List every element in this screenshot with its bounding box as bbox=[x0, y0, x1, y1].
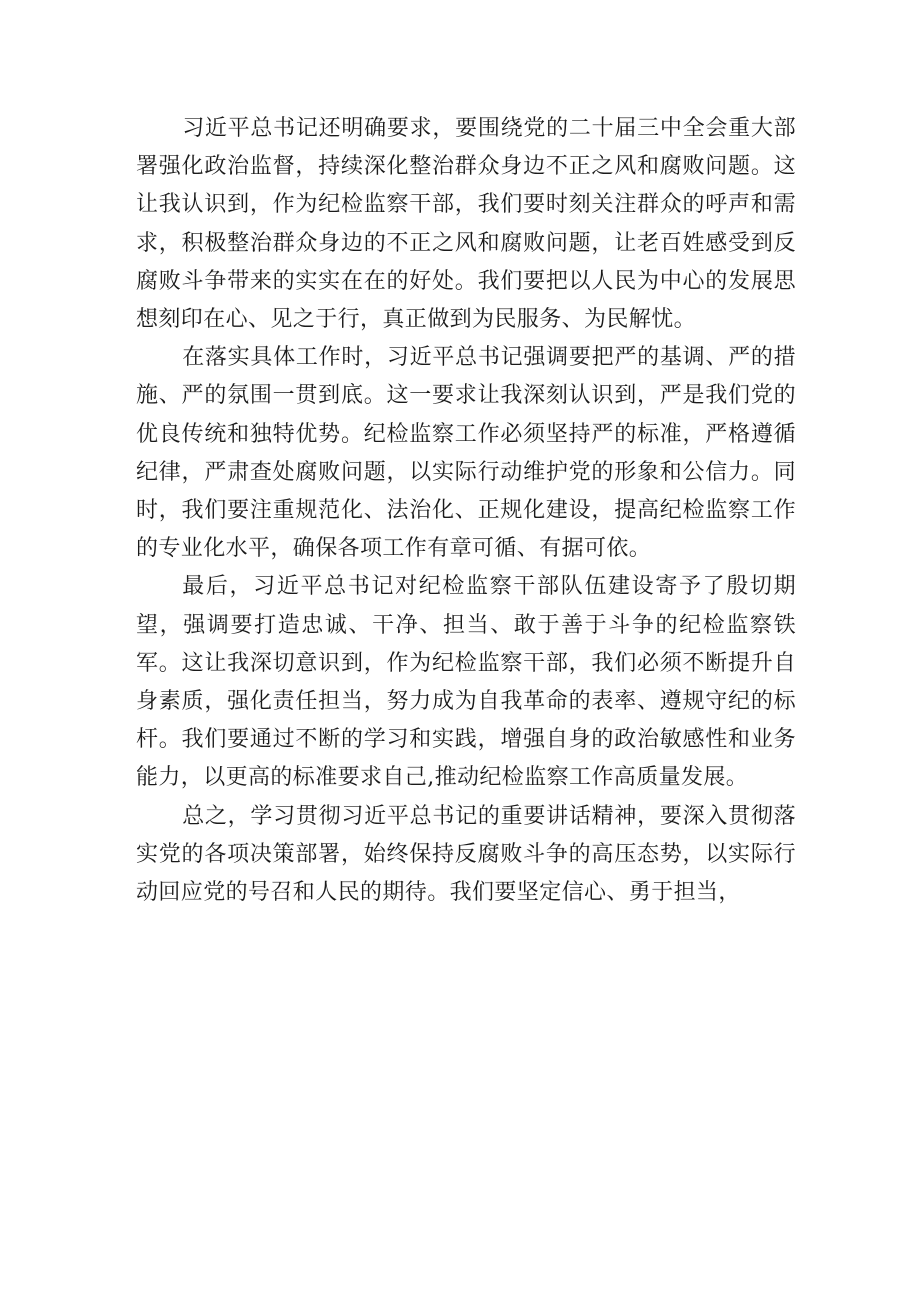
paragraph-team-building: 最后，习近平总书记对纪检监察干部队伍建设寄予了殷切期望，强调要打造忠诚、干净、担当、敢于善于斗争的纪检监察铁军。这让我深切意识到，作为纪检监察干部，我们必须不断提升自身素质，强化责任担当，努力成为自我革命的表率、遵规守纪的标杆。我们要通过不断的学习和实践，增强自身的政治敏感性和业务能力，以更高的标准要求自己,推动纪检监察工作高质量发展。 bbox=[136, 574, 796, 791]
paragraph-strict-discipline: 在落实具体工作时，习近平总书记强调要把严的基调、严的措施、严的氛围一贯到底。这一要求让我深刻认识到，严是我们党的优良传统和独特优势。纪检监察工作必须坚持严的标准，严格遵循纪律，严肃查处腐败问题，以实际行动维护党的形象和公信力。同时，我们要注重规范化、法治化、正规化建设，提高纪检监察工作的专业化水平，确保各项工作有章可循、有据可依。 bbox=[136, 345, 796, 562]
paragraph-conclusion: 总之，学习贯彻习近平总书记的重要讲话精神，要深入贯彻落实党的各项决策部署，始终保持反腐败斗争的高压态势，以实际行动回应党的号召和人民的期待。我们要坚定信心、勇于担当， bbox=[136, 803, 796, 906]
document-body bbox=[136, 110, 796, 912]
paragraph-political-supervision: 习近平总书记还明确要求，要围绕党的二十届三中全会重大部署强化政治监督，持续深化整治群众身边不正之风和腐败问题。这让我认识到，作为纪检监察干部，我们要时刻关注群众的呼声和需求，积极整治群众身边的不正之风和腐败问题，让老百姓感受到反腐败斗争带来的实实在在的好处。我们要把以人民为中心的发展思想刻印在心、见之于行，真正做到为民服务、为民解忧。 bbox=[136, 116, 796, 333]
